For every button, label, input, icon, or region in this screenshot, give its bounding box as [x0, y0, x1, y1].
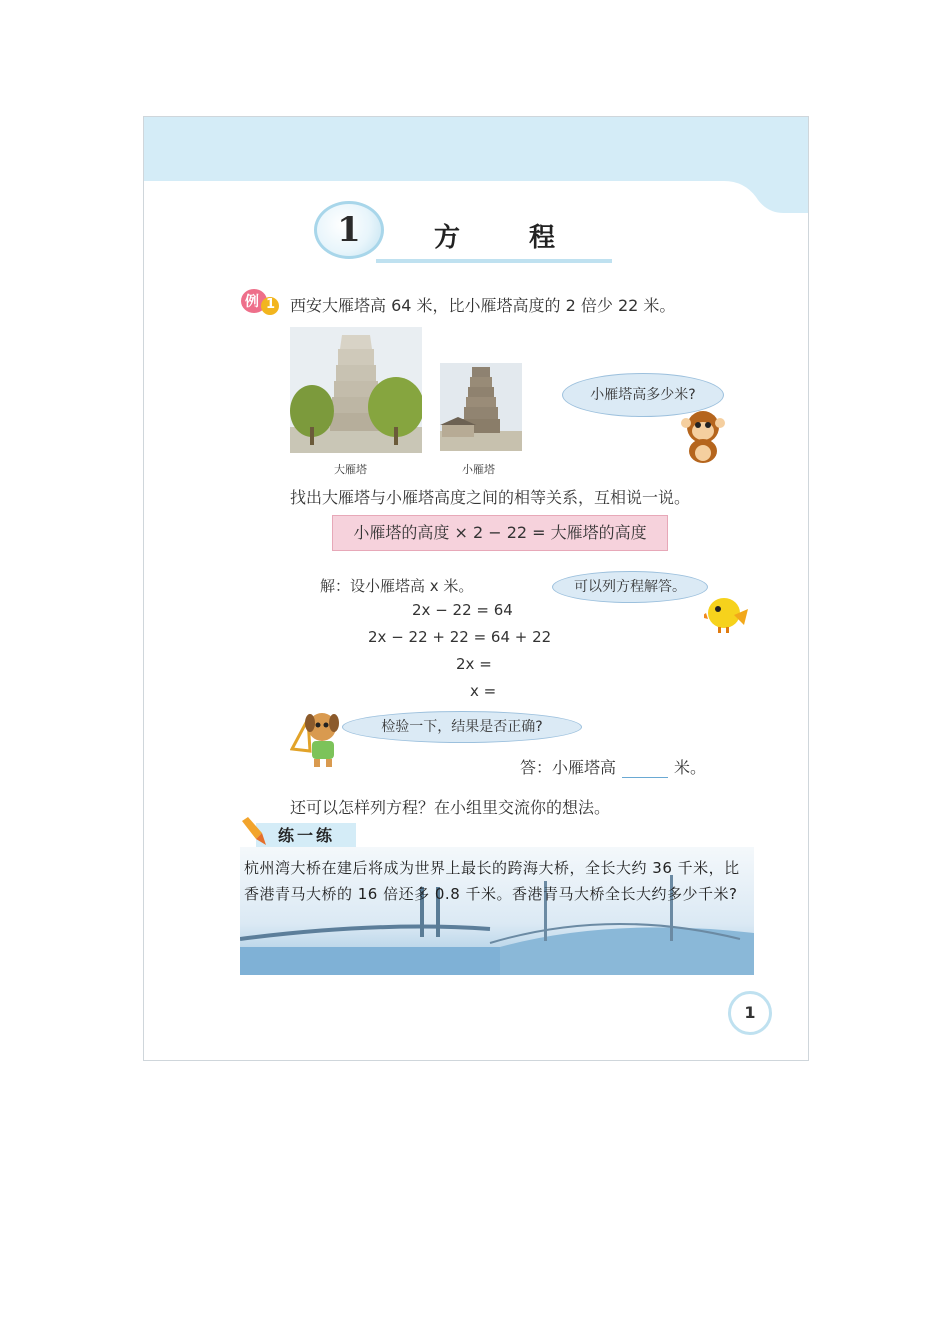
answer-suffix: 米。 [674, 758, 707, 777]
title-underline [376, 259, 612, 263]
answer-line [520, 755, 706, 778]
monkey-speech-bubble: 小雁塔高多少米? [562, 373, 724, 417]
chapter-title [314, 201, 614, 265]
dog-icon [290, 709, 346, 769]
example-badge-char: 例 [245, 294, 259, 310]
solution-line-1: 2x − 22 = 64 [412, 601, 513, 619]
chapter-title-text: 方 程 [434, 223, 586, 253]
find-relation-prompt: 找出大雁塔与小雁塔高度之间的相等关系，互相说一说。 [290, 488, 691, 507]
answer-prefix: 答：小雁塔高 [520, 758, 617, 777]
big-pagoda-photo [290, 327, 422, 453]
solution-intro: 解：设小雁塔高 x 米。 [320, 577, 474, 595]
monkey-icon [678, 409, 728, 465]
answer-blank[interactable] [622, 761, 668, 778]
relation-box: 小雁塔的高度 × 2 − 22 = 大雁塔的高度 [332, 515, 668, 551]
small-pagoda-photo [440, 363, 522, 451]
bird-icon [704, 591, 750, 633]
example-badge-number: 1 [266, 297, 276, 312]
textbook-page [143, 116, 809, 1061]
practice-problem: 杭州湾大桥在建后将成为世界上最长的跨海大桥，全长大约 36 千米，比香港青马大桥的 16 倍还多 0.8 千米。香港青马大桥全长大约多少千米? [244, 859, 740, 903]
solution-line-2: 2x − 22 + 22 = 64 + 22 [368, 628, 552, 646]
solution-line-3: 2x = [456, 655, 492, 673]
solution-line-4: x = [470, 682, 497, 700]
example-badge [240, 287, 284, 317]
bird-speech-bubble: 可以列方程解答。 [552, 571, 708, 603]
big-pagoda-caption: 大雁塔 [334, 463, 367, 476]
example-problem: 西安大雁塔高 64 米，比小雁塔高度的 2 倍少 22 米。 [290, 296, 676, 315]
chapter-number: 1 [314, 201, 384, 259]
extension-prompt: 还可以怎样列方程？在小组里交流你的想法。 [290, 798, 611, 817]
page-number: 1 [728, 991, 772, 1035]
small-pagoda-caption: 小雁塔 [462, 463, 495, 476]
practice-label-text: 练一练 [278, 826, 336, 845]
header-band [144, 117, 808, 213]
practice-label [240, 817, 356, 847]
dog-speech-bubble: 检验一下，结果是否正确? [342, 711, 582, 743]
